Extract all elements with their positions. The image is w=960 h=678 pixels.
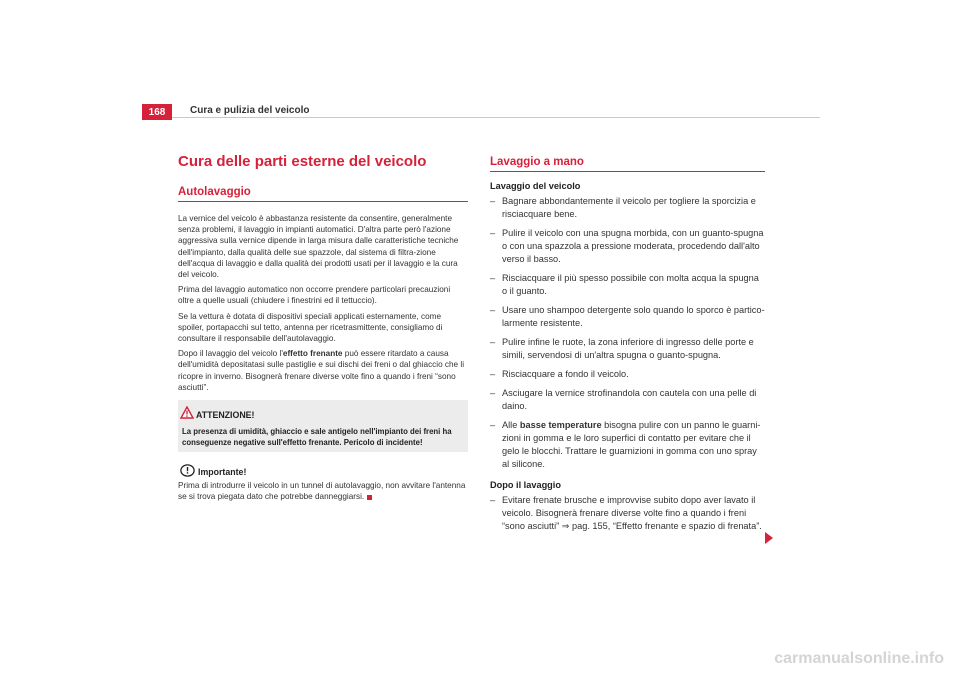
dash-bullet: – (490, 369, 496, 379)
dash-bullet: – (490, 196, 496, 206)
bold-term: effetto frenante (282, 349, 343, 359)
end-of-section-icon (367, 495, 372, 500)
list-item (490, 368, 765, 381)
dash-bullet: – (490, 305, 496, 315)
text-run: può essere ritardato a causa dell'umidità depositatasi sulle pastiglie e sui dischi dei freni o dal ghiaccio che li ricopre in inverno. Bisognerà frenare diverse volte fino a quando i freni “sono asciutti”. (178, 349, 465, 392)
section-rule (490, 171, 765, 172)
dash-bullet: – (490, 337, 496, 347)
page-title: Cura delle parti esterne del veicolo (178, 153, 427, 170)
bold-term: basse temperature (519, 420, 602, 430)
paragraph: Se la vettura è dotata di dispositivi speciali applicati esternamente, come spoiler, portapacchi sul tetto, antenna per ricetrasmittente, consigliamo di consultare il responsabile dell'autolavaggio. (178, 311, 443, 344)
list-item (490, 494, 765, 533)
section-rule (178, 201, 468, 202)
important-icon (180, 464, 195, 477)
watermark: carmanualsonline.info (774, 650, 944, 667)
header-rule (142, 117, 820, 118)
important-text (178, 480, 468, 502)
step-text: Usare uno shampoo detergente solo quando lo sporco è partico-larmente resistente. (502, 305, 765, 328)
paragraph: La vernice del veicolo è abbastanza resistente da consentire, generalmente senza problemi, il lavaggio in impianti automatici. D'altra parte però l'azione aggressiva sulla vernice dipende in larga misura dalle caratteristiche tecniche dell'impianto, dalla qualità delle sue spazzole, dal sistema di filtra-zione dell'acqua di lavaggio e dalla qualità dei prodotti usati per il lavaggio e la cura del veicolo. (178, 214, 459, 280)
list-item (490, 336, 765, 362)
dash-bullet: – (490, 273, 496, 283)
lavaggio-a-mano-body (490, 180, 765, 539)
dash-bullet: – (490, 495, 496, 505)
paragraph: Prima del lavaggio automatico non occorre prendere particolari precauzioni oltre a quelle usuali (chiudere i finestrini ed il tettuccio). (178, 285, 451, 306)
step-text: Pulire il veicolo con una spugna morbida, con un guanto-spugna o con una spazzola a pressione moderata, procedendo dall'alto verso il basso. (502, 228, 764, 264)
list-item (490, 419, 765, 471)
list-item (490, 387, 765, 413)
step-text: Asciugare la vernice strofinandola con cautela con una pelle di daino. (502, 388, 757, 411)
step-text: Risciacquare a fondo il veicolo. (502, 369, 629, 379)
next-page-arrow-icon (765, 532, 773, 544)
warning-title: ATTENZIONE! (196, 410, 255, 420)
dash-bullet: – (490, 420, 496, 430)
text-run: Prima di introdurre il veicolo in un tunnel di autolavaggio, non avvitare l'antenna se si trova piegata dato che potrebbe danneggiarsi. (178, 481, 466, 502)
warning-triangle-icon (180, 406, 194, 419)
list-item (490, 272, 765, 298)
step-text: Risciacquare il più spesso possibile con molta acqua la spugna o il guanto. (502, 273, 759, 296)
list-item (490, 304, 765, 330)
autolavaggio-body (178, 213, 468, 397)
running-title: Cura e pulizia del veicolo (190, 105, 310, 116)
page-number: 168 (142, 104, 172, 120)
important-title: Importante! (198, 467, 247, 477)
text-run: Dopo il lavaggio del veicolo l' (178, 349, 283, 359)
subheading: Dopo il lavaggio (490, 480, 561, 490)
text-run: Alle (502, 420, 520, 430)
warning-text: La presenza di umidità, ghiaccio e sale antigelo nell'impianto dei freni ha conseguenze negative sull'effetto frenante. Pericolo di incidente! (182, 427, 452, 447)
list-item (490, 227, 765, 266)
step-text: Evitare frenate brusche e improvvise subito dopo aver lavato il veicolo. Bisognerà frenare diverse volte fino a quando i freni “sono asciutti” ⇒ pag. 155, “Effetto frenante e spazio di frenata”. (502, 495, 762, 531)
list-item (490, 195, 765, 221)
dash-bullet: – (490, 388, 496, 398)
text-run: bisogna pulire con un panno le guarni-zioni in gomma e le loro superfici di contatto per evitare che il gelo le blocchi. Trattare le guarnizioni in gomma con uno spray al silicone. (502, 420, 761, 469)
step-text: Pulire infine le ruote, la zona inferiore di ingresso delle porte e simili, servendosi di un'altra spugna o guanto-spugna. (502, 337, 754, 360)
paragraph (178, 348, 468, 393)
step-text: Bagnare abbondantemente il veicolo per togliere la sporcizia e risciacquare bene. (502, 196, 756, 219)
section-title-autolavaggio: Autolavaggio (178, 186, 251, 198)
dash-bullet: – (490, 228, 496, 238)
subheading: Lavaggio del veicolo (490, 181, 581, 191)
section-title-lavaggio-a-mano: Lavaggio a mano (490, 156, 584, 168)
